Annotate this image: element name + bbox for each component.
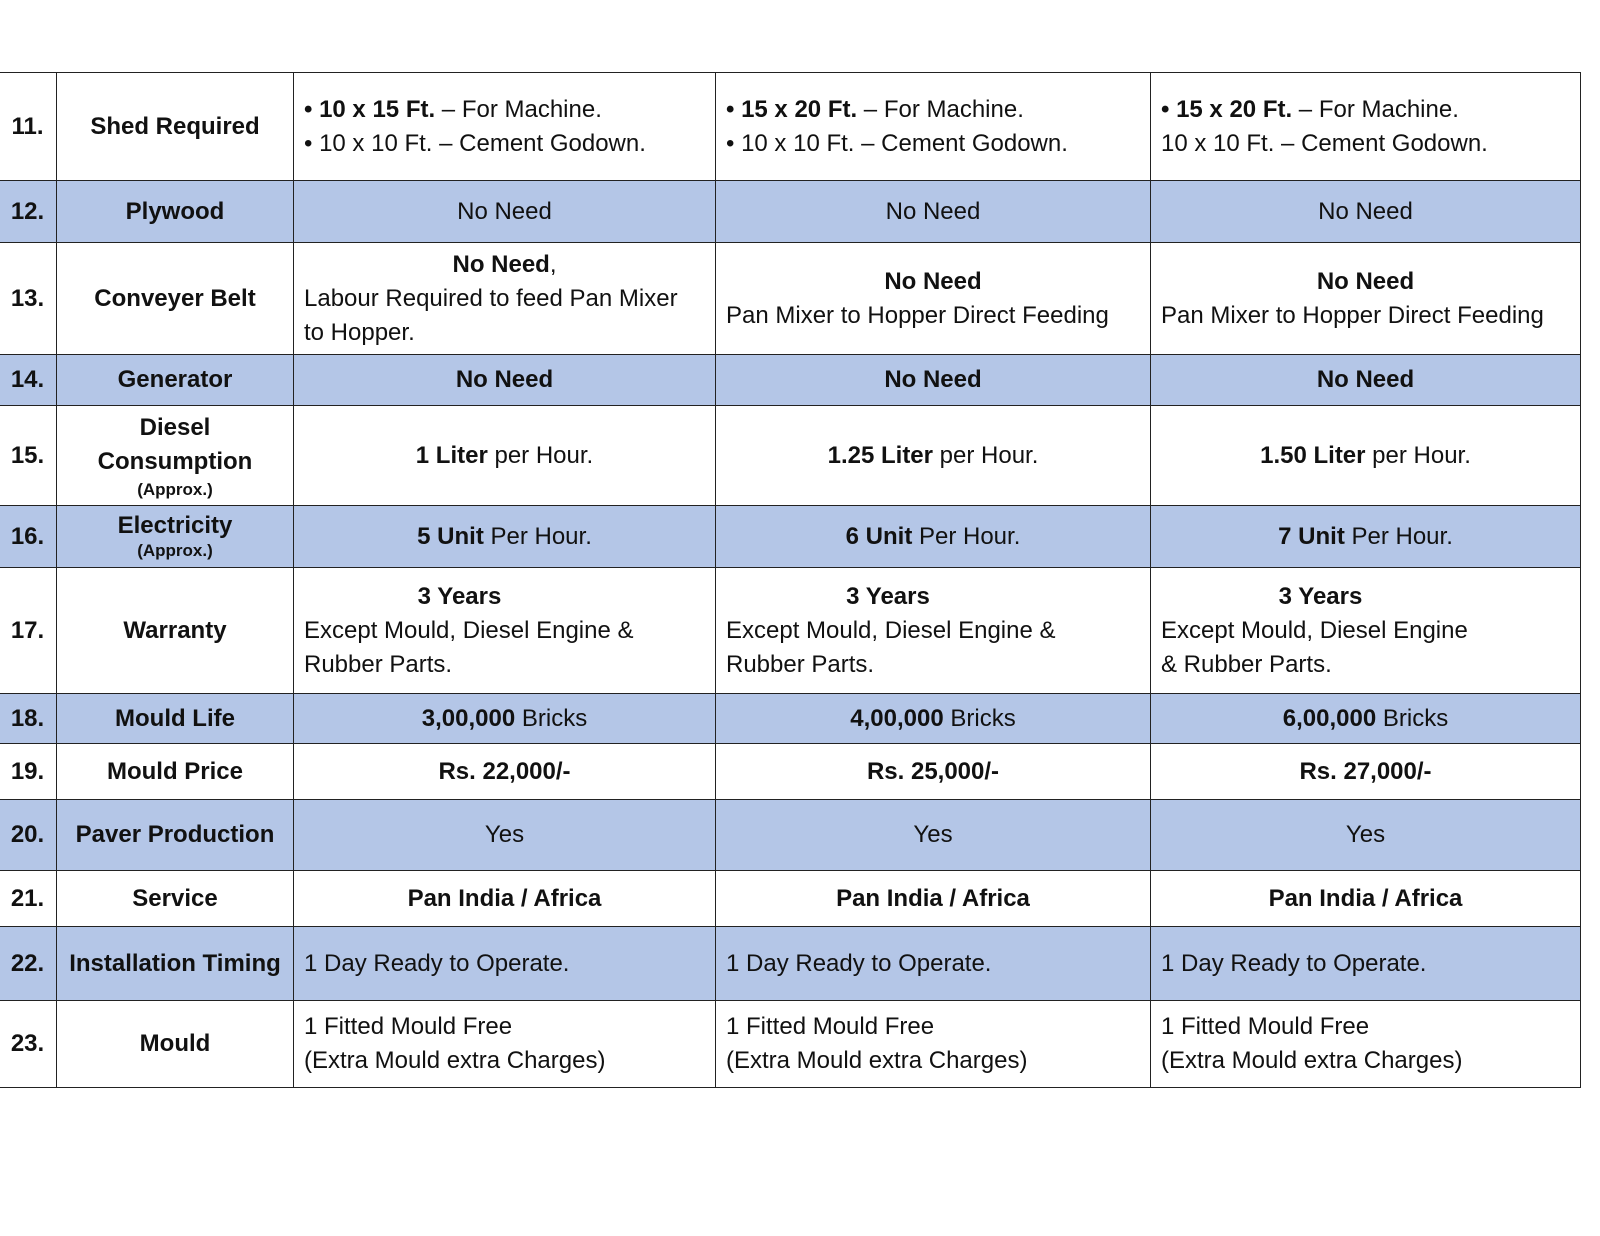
table-cell [1151,1001,1581,1088]
row-label [57,406,294,506]
row-label: Conveyer Belt [57,243,294,355]
table-cell [716,568,1151,694]
row-label-line: Electricity [117,511,233,539]
table-cell [716,1001,1151,1088]
row-label: Service [57,871,294,927]
table-row [0,73,1581,181]
table-cell [1151,73,1581,181]
cell-text: Labour Required to feed Pan Mixer [304,284,678,312]
table-cell [294,568,716,694]
row-label: Mould [57,1001,294,1088]
cell-text: 1 Fitted Mould Free [1161,1013,1370,1040]
table-cell [1151,568,1581,694]
cell-text: Rubber Parts. [726,650,875,678]
cell-text: Per Hour. [1344,522,1453,550]
table-row [0,506,1581,568]
table-cell: No Need [1151,355,1581,406]
table-cell: Pan India / Africa [294,871,716,927]
cell-heading: 3 Years [1278,582,1363,610]
cell-bold-text: 4,00,000 [850,704,944,732]
table-cell [1151,506,1581,568]
cell-bold-text: 1 Liter [415,441,488,469]
table-cell [294,1001,716,1088]
cell-text: • 10 x 10 Ft. – Cement Godown. [304,129,646,157]
cell-text: Except Mould, Diesel Engine [1161,616,1468,644]
table-row [0,1001,1581,1088]
row-label-note: (Approx.) [137,479,213,499]
table-cell: Rs. 22,000/- [294,744,716,800]
cell-text: – For Machine. [435,95,602,123]
cell-text: Pan Mixer to Hopper Direct Feeding [726,301,1109,329]
row-label: Warranty [57,568,294,694]
cell-text: – For Machine. [1292,95,1459,123]
row-label: Paver Production [57,800,294,871]
table-cell [294,406,716,506]
cell-text: Rubber Parts. [304,650,453,678]
table-cell [716,243,1151,355]
cell-bold-text: 5 Unit [417,522,484,550]
table-cell: No Need [716,181,1151,243]
table-cell: 1 Day Ready to Operate. [1151,927,1581,1001]
row-number: 13. [0,243,57,355]
cell-text: (Extra Mould extra Charges) [304,1047,606,1074]
row-number: 11. [0,73,57,181]
row-label-line: Diesel [139,413,211,441]
row-number: 19. [0,744,57,800]
table-cell: No Need [294,181,716,243]
cell-bold-text: 3,00,000 [421,704,516,732]
table-cell [1151,243,1581,355]
row-number: 20. [0,800,57,871]
table-row [0,744,1581,800]
row-number: 21. [0,871,57,927]
table-cell: Rs. 25,000/- [716,744,1151,800]
table-cell: 1 Day Ready to Operate. [716,927,1151,1001]
cell-bold-text: 1.50 Liter [1260,441,1366,469]
cell-bold-text: 6 Unit [845,522,913,550]
row-label: Plywood [57,181,294,243]
table-cell: 1 Day Ready to Operate. [294,927,716,1001]
row-number: 17. [0,568,57,694]
table-cell: Pan India / Africa [716,871,1151,927]
cell-text: Per Hour. [912,522,1021,550]
cell-text: Bricks [1376,704,1449,732]
table-cell [716,406,1151,506]
cell-text: Except Mould, Diesel Engine & [304,616,634,644]
table-cell [716,694,1151,744]
table-cell: No Need [716,355,1151,406]
table-cell: No Need [294,355,716,406]
table-cell: Yes [716,800,1151,871]
row-label [57,506,294,568]
table-row [0,181,1581,243]
row-label: Mould Price [57,744,294,800]
cell-bold-text: 6,00,000 [1282,704,1377,732]
table-cell [294,506,716,568]
row-label: Shed Required [57,73,294,181]
row-number: 15. [0,406,57,506]
table-cell: Yes [1151,800,1581,871]
cell-bold-text: 7 Unit [1278,522,1345,550]
row-number: 18. [0,694,57,744]
row-label-note: (Approx.) [137,540,213,560]
table-row [0,694,1581,744]
cell-bold-text: • 15 x 20 Ft. [726,95,858,123]
cell-text: (Extra Mould extra Charges) [1161,1047,1463,1074]
cell-heading: No Need [1316,267,1415,295]
cell-bold-text: • 10 x 15 Ft. [304,95,436,123]
row-number: 16. [0,506,57,568]
table-cell [294,694,716,744]
table-cell [1151,406,1581,506]
table-cell [294,73,716,181]
cell-text: – For Machine. [857,95,1024,123]
cell-heading: No Need [452,250,550,278]
row-label: Generator [57,355,294,406]
table-row [0,871,1581,927]
table-row [0,927,1581,1001]
row-label: Mould Life [57,694,294,744]
specification-table [0,72,1581,1088]
cell-text: Except Mould, Diesel Engine & [726,616,1056,644]
cell-text: (Extra Mould extra Charges) [726,1047,1028,1074]
row-number: 14. [0,355,57,406]
cell-text: per Hour. [1365,441,1471,469]
cell-text: per Hour. [487,441,594,469]
row-number: 22. [0,927,57,1001]
cell-text: per Hour. [933,441,1039,469]
table-cell: Pan India / Africa [1151,871,1581,927]
cell-text: 10 x 10 Ft. – Cement Godown. [1161,129,1488,157]
cell-bold-text: 1.25 Liter [827,441,933,469]
cell-text: • 10 x 10 Ft. – Cement Godown. [726,129,1068,157]
row-number: 12. [0,181,57,243]
table-row [0,568,1581,694]
table-cell: No Need [1151,181,1581,243]
cell-heading: No Need [884,267,982,295]
cell-text: Per Hour. [483,522,592,550]
table-row [0,800,1581,871]
table-row [0,243,1581,355]
table-cell: Yes [294,800,716,871]
cell-text: Pan Mixer to Hopper Direct Feeding [1161,301,1544,329]
table-cell: Rs. 27,000/- [1151,744,1581,800]
table-cell [716,73,1151,181]
cell-heading: 3 Years [417,582,502,610]
cell-text: 1 Fitted Mould Free [726,1013,935,1040]
cell-bold-text: • 15 x 20 Ft. [1161,95,1293,123]
table-row [0,355,1581,406]
cell-text: to Hopper. [304,318,415,346]
cell-text: Bricks [515,704,588,732]
row-label: Installation Timing [57,927,294,1001]
cell-text: Bricks [943,704,1016,732]
cell-text: , [549,250,557,278]
row-label-line: Consumption [97,447,253,475]
cell-text: 1 Fitted Mould Free [304,1013,513,1040]
table-cell [716,506,1151,568]
table-cell [1151,694,1581,744]
row-number: 23. [0,1001,57,1088]
table-row [0,406,1581,506]
cell-heading: 3 Years [846,582,930,610]
cell-text: & Rubber Parts. [1161,650,1332,678]
table-cell [294,243,716,355]
